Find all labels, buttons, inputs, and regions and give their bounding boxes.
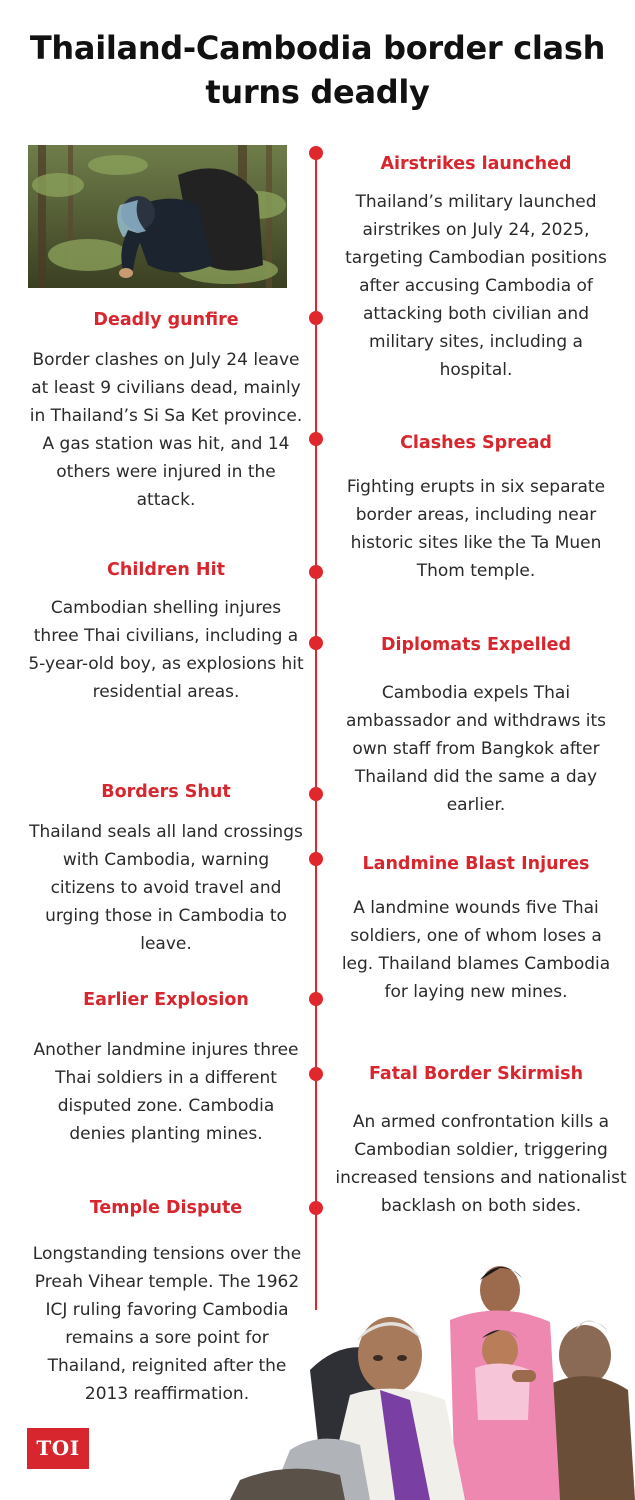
event-text-earlier-explosion: Another landmine injures three Thai soldiers in a different disputed zone. Cambodia denies planting mines. <box>33 1040 299 1144</box>
event-text-fatal-border-skirmish: An armed confrontation kills a Cambodian soldier, triggering increased tensions and nationalist backlash on both sides. <box>335 1112 627 1216</box>
timeline-dot <box>309 311 323 325</box>
event-heading-airstrikes-launched: Airstrikes launched <box>380 154 572 174</box>
timeline-dot <box>309 146 323 160</box>
timeline-dot <box>309 787 323 801</box>
event-text-airstrikes-launched: Thailand’s military launched airstrikes on July 24, 2025, targeting Cambodian positions after accusing Cambodia of attacking both civilian and military sites, including a hospital. <box>345 192 607 380</box>
event-heading-fatal-border-skirmish: Fatal Border Skirmish <box>368 1064 584 1084</box>
event-heading-temple-dispute: Temple Dispute <box>89 1198 243 1218</box>
event-heading-landmine-blast: Landmine Blast Injures <box>362 854 590 874</box>
event-heading-children-hit: Children Hit <box>107 560 225 580</box>
event-heading-earlier-explosion: Earlier Explosion <box>83 990 249 1010</box>
event-heading-diplomats-expelled: Diplomats Expelled <box>380 635 572 655</box>
timeline-dot <box>309 432 323 446</box>
event-heading-borders-shut: Borders Shut <box>101 782 231 802</box>
timeline-dot <box>309 565 323 579</box>
civilians-photo <box>230 1250 635 1500</box>
soldier-photo <box>28 145 287 288</box>
event-heading-clashes-spread: Clashes Spread <box>400 433 552 453</box>
event-text-temple-dispute: Longstanding tensions over the Preah Vihear temple. The 1962 ICJ ruling favoring Cambodia remains a sore point for Thailand, reignited after the 2013 reaffirmation. <box>32 1244 302 1404</box>
event-text-diplomats-expelled: Cambodia expels Thai ambassador and withdraws its own staff from Bangkok after Thailand did the same a day earlier. <box>346 683 606 815</box>
timeline-dot <box>309 1201 323 1215</box>
event-text-borders-shut: Thailand seals all land crossings with Cambodia, warning citizens to avoid travel and urging those in Cambodia to leave. <box>29 822 303 954</box>
event-text-children-hit: Cambodian shelling injures three Thai civilians, including a 5-year-old boy, as explosions hit residential areas. <box>28 598 304 702</box>
event-heading-deadly-gunfire: Deadly gunfire <box>93 310 239 330</box>
timeline-dot <box>309 1067 323 1081</box>
event-text-deadly-gunfire: Border clashes on July 24 leave at least 9 civilians dead, mainly in Thailand’s Si Sa Ket province. A gas station was hit, and 14 others were injured in the attack. <box>29 350 303 510</box>
toi-logo: TOI <box>27 1428 89 1469</box>
timeline-dot <box>309 992 323 1006</box>
event-text-clashes-spread: Fighting erupts in six separate border areas, including near historic sites like the Ta Muen Thom temple. <box>346 477 606 581</box>
civilians-photo-illustration <box>230 1250 635 1500</box>
soldier-photo-illustration <box>28 145 287 288</box>
page-title: Thailand-Cambodia border clash turns deadly <box>29 29 606 111</box>
event-text-landmine-blast: A landmine wounds five Thai soldiers, one of whom loses a leg. Thailand blames Cambodia for laying new mines. <box>341 898 611 1002</box>
timeline-dot <box>309 636 323 650</box>
timeline-dot <box>309 852 323 866</box>
